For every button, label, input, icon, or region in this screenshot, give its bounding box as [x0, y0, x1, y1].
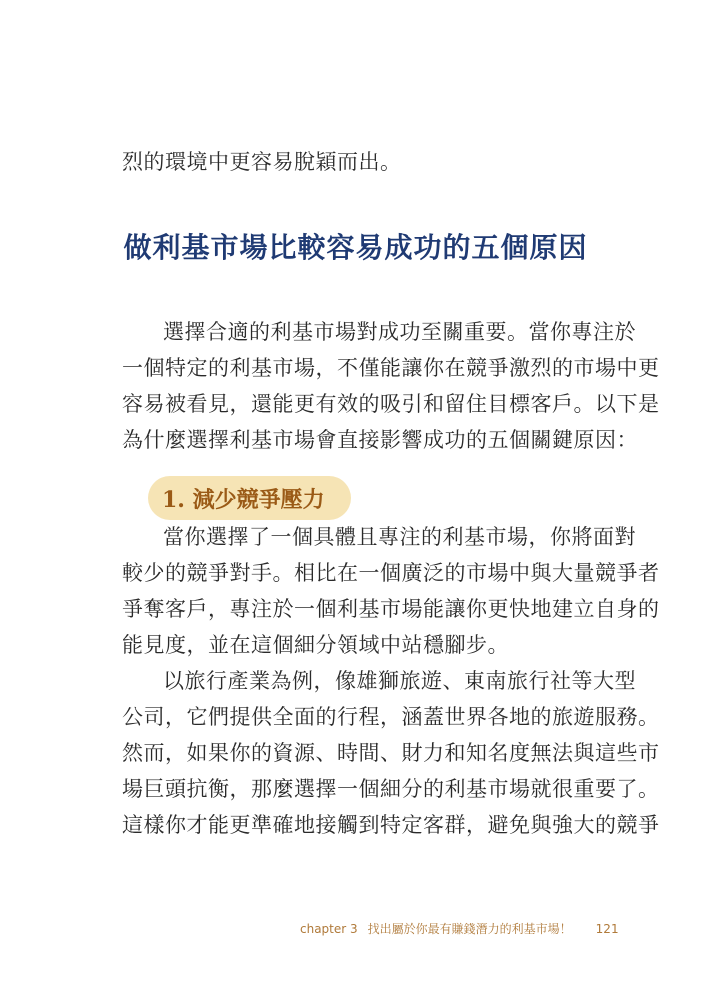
paragraph-line: 爭奪客戶，專注於一個利基市場能讓你更快地建立自身的 [122, 597, 660, 621]
intro-paragraph-line: 為什麼選擇利基市場會直接影響成功的五個關鍵原因： [122, 428, 638, 452]
paragraph-line: 當你選擇了一個具體且專注的利基市場，你將面對 [163, 525, 636, 549]
continued-text-line: 烈的環境中更容易脫穎而出。 [122, 150, 402, 174]
section-heading: 做利基市場比較容易成功的五個原因 [123, 231, 588, 264]
paragraph-line: 這樣你才能更準確地接觸到特定客群，避免與強大的競爭 [122, 813, 660, 837]
paragraph-line: 公司，它們提供全面的行程，涵蓋世界各地的旅遊服務。 [122, 705, 660, 729]
subsection-heading-text: 1. 減少競爭壓力 [162, 486, 325, 513]
intro-paragraph-line: 一個特定的利基市場，不僅能讓你在競爭激烈的市場中更 [122, 356, 660, 380]
paragraph-line: 然而，如果你的資源、時間、財力和知名度無法與這些市 [122, 741, 660, 765]
chapter-title: 找出屬於你最有賺錢潛力的利基市場！ [367, 922, 572, 936]
intro-paragraph-line: 選擇合適的利基市場對成功至關重要。當你專注於 [163, 320, 636, 344]
intro-paragraph-line: 容易被看見，還能更有效的吸引和留住目標客戶。以下是 [122, 392, 660, 416]
page-number: 121 [595, 921, 619, 936]
paragraph-line: 較少的競爭對手。相比在一個廣泛的市場中與大量競爭者 [122, 561, 660, 585]
chapter-label: chapter 3 [300, 921, 358, 936]
page-footer [300, 920, 619, 937]
paragraph-line: 能見度，並在這個細分領域中站穩腳步。 [122, 633, 509, 657]
paragraph-line: 場巨頭抗衡，那麼選擇一個細分的利基市場就很重要了。 [122, 777, 660, 801]
paragraph-line: 以旅行產業為例，像雄獅旅遊、東南旅行社等大型 [163, 669, 636, 693]
subsection-heading [148, 476, 351, 520]
